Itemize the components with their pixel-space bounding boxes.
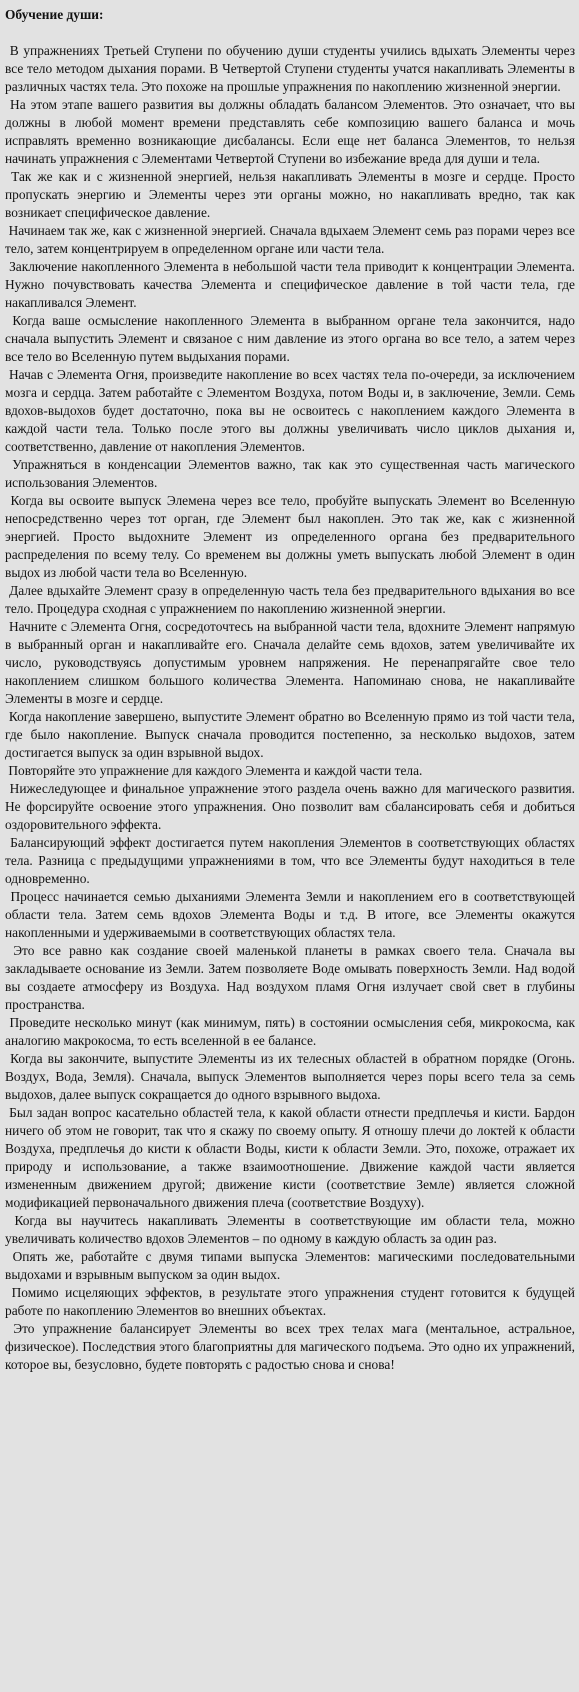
paragraph: Упражняться в конденсации Элементов важно, так как это существенная часть магического использования Элементов. [5,457,579,490]
paragraph: Начинаем так же, как с жизненной энергией. Сначала вдыхаем Элемент семь раз порами через все тело, затем концентрируем в определенном органе или части тела. [5,223,579,256]
document-title: Обучение души: [5,7,104,22]
paragraph: Начните с Элемента Огня, сосредоточтесь на выбранной части тела, вдохните Элемент напрямую в выбранный орган и накапливайте его. Сначала делайте семь вдохов, затем увеличивайте их число, руководствуясь допустимым уровнем напряжения. Не перенапрягайте свое тело накоплением слишком большого количества Элемента. Напоминаю снова, не накапливайте Элементы в мозге и сердце. [5,619,579,706]
paragraph: Процесс начинается семью дыханиями Элемента Земли и накоплением его в соответствующей области тела. Затем семь вдохов Элемента Воды и т.д. В итоге, все Элементы окажутся накопленными и удерживаемыми в соответствующих областях тела. [5,889,579,940]
paragraph: Когда накопление завершено, выпустите Элемент обратно во Вселенную прямо из той части тела, где было накопление. Выпуск сначала проводится постепенно, за несколько выдохов, затем достигается выпуск за один взрывной выдох. [5,709,579,760]
document-body [5,42,579,1374]
paragraph: Был задан вопрос касательно областей тела, к какой области отнести предплечья и кисти. Бардон ничего об этом не говорит, так что я скажу по своему опыту. Я отношу плечи до локтей к области Воздуха, предплечья до кисти к области Воды, кисти к области Земли. Это, похоже, отражает их природу и использование, а также взаимоотношение. Движение каждой части является измененным движением другой; движение кисти (соответствие Земле) является сложной модификацией первоначального движения плеча (соответствие Воздуху). [5,1105,579,1210]
paragraph: В упражнениях Третьей Ступени по обучению души студенты учились вдыхать Элементы через все тело методом дыхания порами. В Четвертой Ступени студенты учатся накапливать Элементы в различных частях тела. Это похоже на прошлые упражнения по накоплению жизненной энергии. [5,43,579,94]
paragraph: Когда вы освоите выпуск Элемена через все тело, пробуйте выпускать Элемент во Вселенную непосредственно через тот орган, где Элемент был накоплен. Это так же, как с жизненной энергией. Просто выдохните Элемент из определенного органа без предварительного распределения по всему телу. Со временем вы должны уметь выпускать любой Элемент в один выдох из любой части тела во Вселенную. [5,493,579,580]
paragraph: Повторяйте это упражнение для каждого Элемента и каждой части тела. [5,763,423,778]
paragraph: Опять же, работайте с двумя типами выпуска Элементов: магическими последовательными выдохами и взрывным выпуском за один выдох. [5,1249,579,1282]
paragraph: Балансирующий эффект достигается путем накопления Элементов в соответствующих областях тела. Разница с предыдущими упражнениями в том, что все Элементы будут находиться в теле одновременно. [5,835,579,886]
paragraph: Далее вдыхайте Элемент сразу в определенную часть тела без предварительного вдыхания во все тело. Процедура сходная с упражнением по накоплению жизненной энергии. [5,583,579,616]
paragraph: Когда вы научитесь накапливать Элементы в соответствующие им области тела, можно увеличивать количество вдохов Элементов – по одному в каждую область за один раз. [5,1213,579,1246]
paragraph: Так же как и с жизненной энергией, нельзя накапливать Элементы в мозге и сердце. Просто пропускать энергию и Элементы через эти органы можно, но накапливать вредно, так как возникает специфическое давление. [5,169,579,220]
paragraph: Нижеследующее и финальное упражнение этого раздела очень важно для магического развития. Не форсируйте освоение этого упражнения. Оно позволит вам сбалансировать себя и добиться оздоровительного эффекта. [5,781,579,832]
paragraph: Проведите несколько минут (как минимум, пять) в состоянии осмысления себя, микрокосма, как аналогию макрокосма, то есть вселенной в ее балансе. [5,1015,579,1048]
paragraph: Начав с Элемента Огня, произведите накопление во всех частях тела по-очереди, за исключением мозга и сердца. Затем работайте с Элементом Воздуха, потом Воды и, в заключение, Земли. Семь вдохов-выдохов будет достаточно, пока вы не освоитесь с накоплением каждого Элемента в каждой части тела. Только после этого вы должны увеличивать число циклов дыхания и, соответственно, давление от накопления Элементов. [5,367,579,454]
blank-line [5,24,575,42]
paragraph: Помимо исцеляющих эффектов, в результате этого упражнения студент готовится к будущей работе по накоплению Элементов во внешних объектах. [5,1285,579,1318]
paragraph: Заключение накопленного Элемента в небольшой части тела приводит к концентрации Элемента. Нужно почувствовать качества Элемента и специфическое давление в той части тела, где накапливался Элемент. [5,259,579,310]
paragraph: Это все равно как создание своей маленькой планеты в рамках своего тела. Сначала вы закладываете основание из Земли. Затем позволяете Воде омывать поверхность Земли. Над водой вы создаете атмосферу из Воздуха. Над воздухом пламя Огня излучает свой свет в глубины пространства. [5,943,579,1012]
paragraph: На этом этапе вашего развития вы должны обладать балансом Элементов. Это означает, что вы должны в любой момент времени представлять себе композицию вашего баланса и мочь исправлять временно возникающие дисбалансы. Если еще нет баланса Элементов, то нельзя начинать упражнения с Элементами Четвертой Ступени во избежание вреда для души и тела. [5,97,579,166]
paragraph: Это упражнение балансирует Элементы во всех трех телах мага (ментальное, астральное, физическое). Последствия этого благоприятны для магического подъема. Это одно их упражнений, которое вы, безусловно, будете повторять с радостью снова и снова! [5,1321,579,1372]
paragraph: Когда вы закончите, выпустите Элементы из их телесных областей в обратном порядке (Огонь. Воздух, Вода, Земля). Сначала, выпуск Элементов выполняется через поры всего тела за семь выдохов, далее выпуск сокращается до одного взрывного выдоха. [5,1051,579,1102]
paragraph: Когда ваше осмысление накопленного Элемента в выбранном органе тела закончится, надо сначала выпустить Элемент и связаное с ним давление из этого органа во все тело, а затем через все тело во Вселенную путем выдыхания порами. [5,313,579,364]
